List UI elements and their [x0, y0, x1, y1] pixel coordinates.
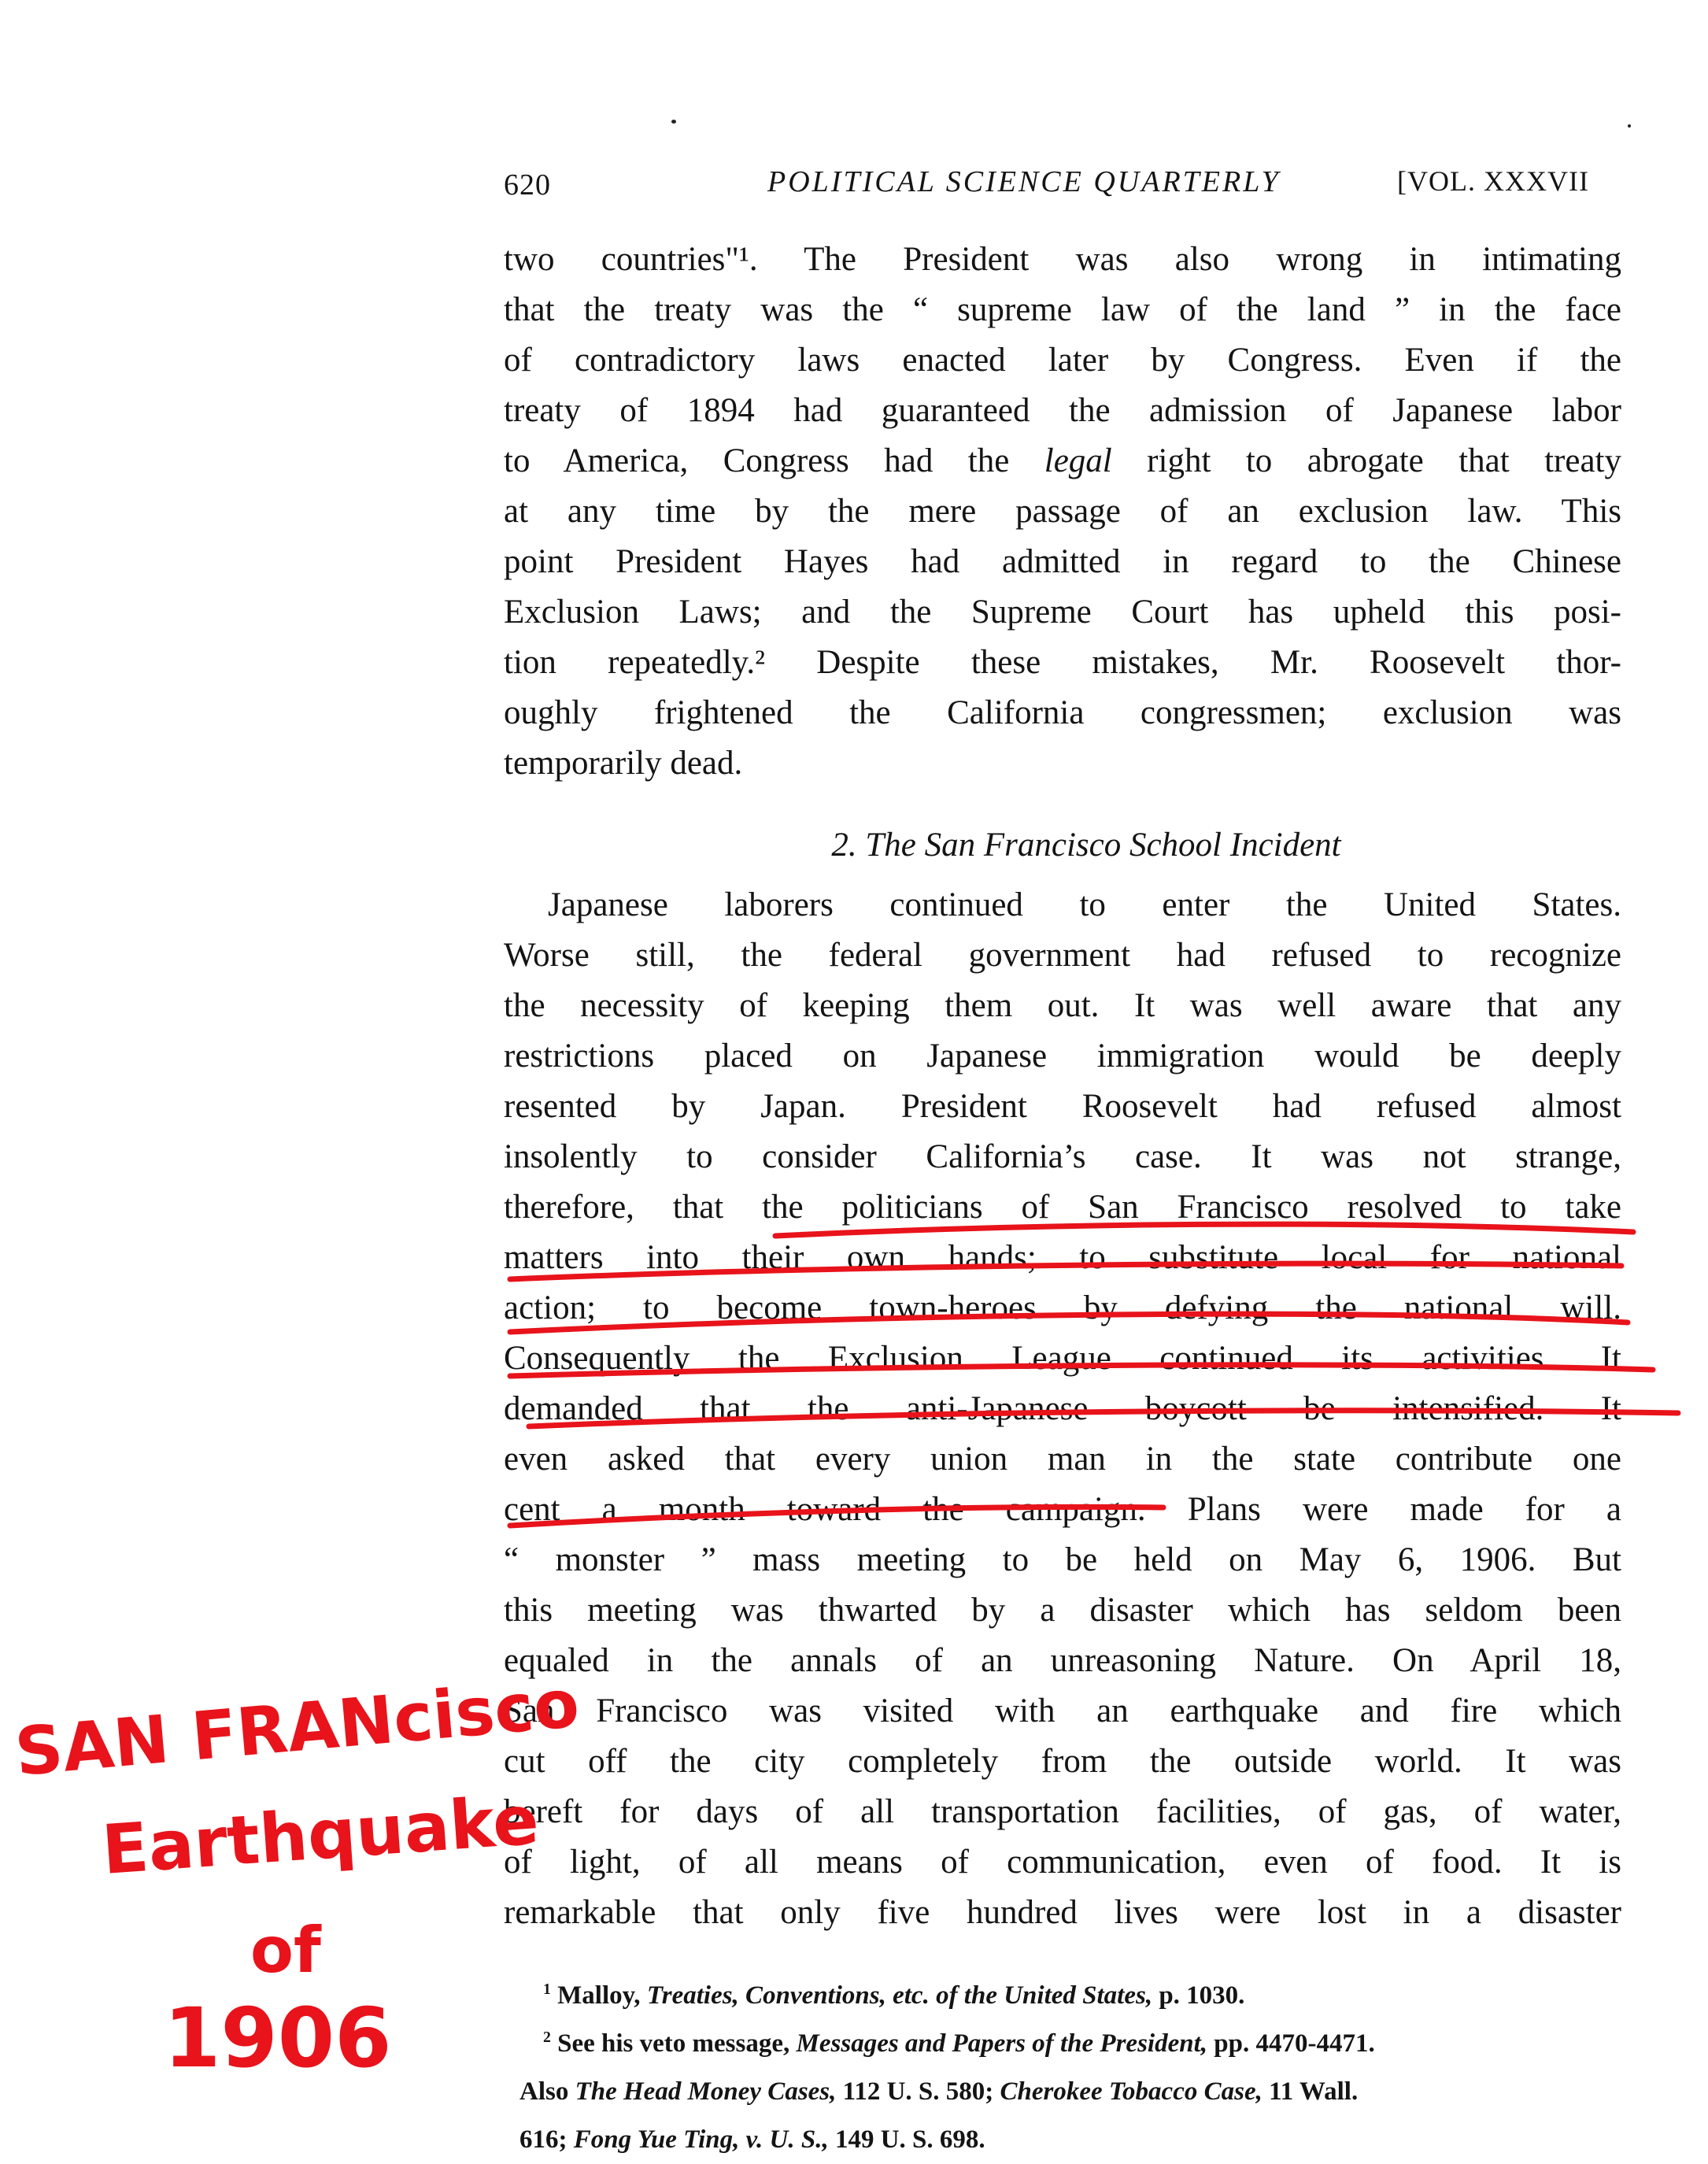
paragraph-line: therefore, that the politicians of San Francisco resolved to take — [504, 1189, 1621, 1226]
paragraph-line: cut off the city completely from the outside world. It was — [504, 1743, 1621, 1780]
paragraph-line — [504, 436, 1621, 486]
paragraph-line: Consequently the Exclusion League continued its activities. It — [504, 1340, 1621, 1377]
footnote-marker: 2 — [543, 2029, 551, 2046]
paragraph-line: San Francisco was visited with an earthquake and fire which — [504, 1692, 1621, 1729]
page-number: 620 — [504, 168, 551, 202]
paragraph-line: cent a month toward the campaign. Plans were made for a — [504, 1491, 1621, 1528]
paragraph-line-part: right to abrogate that treaty — [1111, 442, 1621, 479]
scan-speck — [1628, 124, 1631, 128]
footnote-title: Treaties, Conventions, etc. of the United States, — [646, 1981, 1153, 2010]
footnote-marker: 1 — [543, 1981, 551, 1998]
paragraph-line: Worse still, the federal government had refused to recognize — [504, 937, 1621, 974]
paragraph-line: Exclusion Laws; and the Supreme Court has upheld this posi- — [504, 594, 1621, 631]
footnote-text: 616; — [519, 2125, 574, 2154]
footnote-title: Messages and Papers of the President, — [796, 2029, 1208, 2058]
footnote-text: pp. 4470-4471. — [1207, 2029, 1375, 2058]
footnotes — [519, 1972, 1637, 2164]
paragraph-line: insolently to consider California’s case. It was not strange, — [504, 1138, 1621, 1175]
paragraph-line: this meeting was thwarted by a disaster which has seldom been — [504, 1592, 1621, 1629]
footnote-2-continued — [519, 2116, 1637, 2164]
footnote-case: The Head Money Cases, — [575, 2077, 837, 2106]
paragraph-line: tion repeatedly.² Despite these mistakes, Mr. Roosevelt thor- — [504, 644, 1621, 681]
annotation-line-3: of — [250, 1914, 321, 1987]
paragraph-line: of contradictory laws enacted later by Congress. Even if the — [504, 342, 1621, 379]
paragraph-line: demanded that the anti-Japanese boycott be intensified. It — [504, 1390, 1621, 1427]
section-heading — [504, 820, 1621, 871]
paragraph-line: matters into their own hands; to substitute local for national — [504, 1239, 1621, 1276]
paragraph-line: oughly frightened the California congressmen; exclusion was — [504, 694, 1621, 731]
paragraph-line: action; to become town-heroes by defying the national will. — [504, 1289, 1621, 1326]
paragraph-line: remarkable that only five hundred lives were lost in a disaster — [504, 1894, 1621, 1931]
paragraph-line: “ monster ” mass meeting to be held on May 6, 1906. But — [504, 1541, 1621, 1578]
footnote-text: 11 Wall. — [1262, 2077, 1359, 2106]
footnote-text: 149 U. S. 698. — [828, 2125, 985, 2154]
paragraph-line: Japanese laborers continued to enter the United States. — [548, 886, 1621, 923]
paragraph-line: treaty of 1894 had guaranteed the admission of Japanese labor — [504, 392, 1621, 429]
italic-word: legal — [1044, 442, 1112, 479]
paragraph-line: resented by Japan. President Roosevelt had refused almost — [504, 1088, 1621, 1125]
paragraph-line: that the treaty was the “ supreme law of the land ” in the face — [504, 291, 1621, 328]
section-number: 2. — [831, 827, 857, 864]
section-title: The San Francisco School Incident — [865, 827, 1341, 864]
footnote-case: Fong Yue Ting, v. U. S., — [573, 2125, 829, 2154]
journal-title: POLITICAL SCIENCE QUARTERLY — [767, 165, 1281, 198]
footnote-text: p. 1030. — [1152, 1981, 1245, 2010]
footnote-text: 112 U. S. 580; — [836, 2077, 1000, 2106]
annotation-line-1: SAN FRANcisco — [12, 1664, 582, 1791]
paragraph-line: equaled in the annals of an unreasoning Nature. On April 18, — [504, 1642, 1621, 1679]
footnote-text: See his veto message, — [557, 2029, 797, 2058]
footnote-text: Malloy, — [557, 1981, 647, 2010]
running-head — [504, 161, 1598, 209]
footnote-2-continued — [519, 2068, 1637, 2116]
paragraph-line: point President Hayes had admitted in regard to the Chinese — [504, 543, 1621, 580]
footnote-case: Cherokee Tobacco Case, — [1000, 2077, 1263, 2106]
footnote-text: Also — [519, 2077, 575, 2106]
scan-speck — [671, 120, 676, 124]
body-text — [504, 235, 1621, 1938]
annotation-line-4: 1906 — [164, 1990, 392, 2086]
paragraph-line: bereft for days of all transportation facilities, of gas, of water, — [504, 1793, 1621, 1830]
paragraph-line: temporarily dead. — [504, 745, 743, 782]
paragraph-line: the necessity of keeping them out. It was well aware that any — [504, 987, 1621, 1024]
paragraph-line-part: to America, Congress had the — [504, 442, 1044, 479]
paragraph-line: at any time by the mere passage of an exclusion law. This — [504, 493, 1621, 530]
paragraph-line: even asked that every union man in the state contribute one — [504, 1441, 1621, 1478]
volume-label: [VOL. XXXVII — [1397, 165, 1589, 197]
paragraph-line: of light, of all means of communication, even of food. It is — [504, 1844, 1621, 1881]
footnote-2 — [519, 2020, 1637, 2068]
footnote-1 — [519, 1972, 1637, 2020]
annotation-line-2: Earthquake — [99, 1781, 542, 1890]
paragraph-line: restrictions placed on Japanese immigration would be deeply — [504, 1038, 1621, 1075]
paragraph-line: two countries"¹. The President was also wrong in intimating — [504, 241, 1621, 278]
